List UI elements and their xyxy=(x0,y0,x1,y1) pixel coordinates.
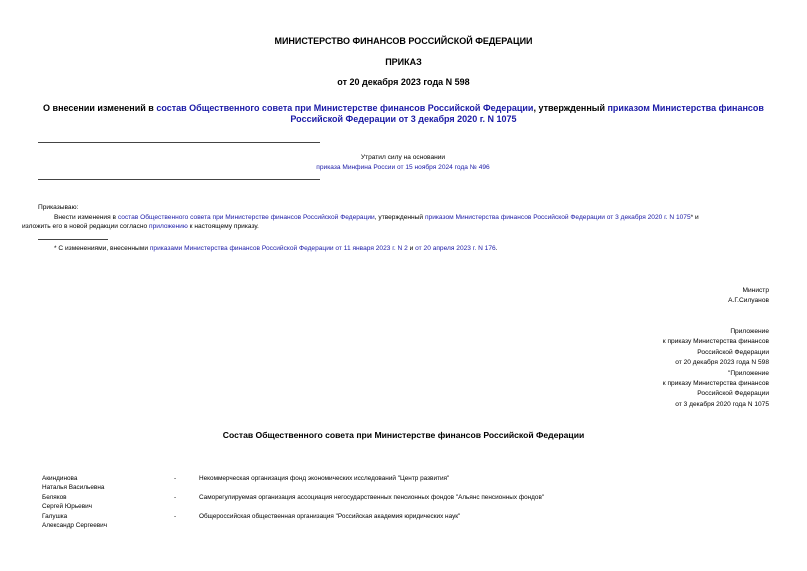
member-organization: Некоммерческая организация фонд экономических исследований "Центр развития" xyxy=(199,475,450,482)
footnote-divider xyxy=(38,239,108,240)
footnote-suffix: . xyxy=(495,245,498,252)
appendix-line: от 20 декабря 2023 года N 598 xyxy=(675,359,769,367)
title-link-order-1075[interactable]: приказом Министерства финансов Российской Федерации от 3 декабря 2020 г. N 1075 xyxy=(290,103,764,124)
appendix-block xyxy=(663,327,769,410)
member-organization: Общероссийская общественная организация "Российская академия юридических наук" xyxy=(199,513,461,520)
status-bottom-divider xyxy=(38,179,320,180)
paragraph-link-composition[interactable]: состав Общественного совета при Министерстве финансов Российской Федерации xyxy=(117,214,375,221)
member-row xyxy=(0,474,807,494)
status-top-divider xyxy=(38,142,320,143)
order-word: Приказываю: xyxy=(38,204,79,211)
paragraph-text-1: Внести изменения в xyxy=(54,214,118,221)
title-text-1: О внесении изменений в xyxy=(43,103,157,113)
paragraph-text-3: * и xyxy=(690,214,699,221)
member-given-names: Александр Сергеевич xyxy=(42,522,108,529)
footnote-link-order-176[interactable]: от 20 апреля 2023 г. N 176 xyxy=(415,245,496,252)
member-surname: Акиндинова xyxy=(42,475,78,482)
member-organization: Саморегулируемая организация ассоциация негосударственных пенсионных фондов "Альянс пенсионных фондов" xyxy=(199,494,545,501)
signature-name: А.Г.Силуанов xyxy=(728,297,769,304)
footnote-prefix: * С изменениями, внесенными xyxy=(54,245,150,252)
appendix-line: к приказу Министерства финансов xyxy=(662,338,769,346)
member-surname: Галушка xyxy=(42,513,68,520)
date-number-heading: от 20 декабря 2023 года N 598 xyxy=(337,77,470,87)
member-dash: - xyxy=(174,475,177,482)
appendix-line: "Приложение xyxy=(727,369,769,377)
appendix-line: Российской Федерации xyxy=(697,390,769,398)
member-given-names: Наталья Васильевна xyxy=(42,484,105,491)
doc-type-heading: ПРИКАЗ xyxy=(385,57,422,67)
footnote xyxy=(54,244,774,253)
appendix-line: Приложение xyxy=(730,328,769,335)
title-text-2: , утвержденный xyxy=(533,103,608,113)
order-paragraph xyxy=(22,213,771,231)
paragraph-text-4: изложить его в новой редакции согласно xyxy=(22,223,150,230)
appendix-line: к приказу Министерства финансов xyxy=(662,380,769,388)
order-title xyxy=(40,103,767,125)
ministry-heading: МИНИСТЕРСТВО ФИНАНСОВ РОССИЙСКОЙ ФЕДЕРАЦИИ xyxy=(274,36,533,46)
appendix-line: Российской Федерации xyxy=(697,348,769,356)
paragraph-link-appendix[interactable]: приложению xyxy=(149,223,188,230)
appendix-line: от 3 декабря 2020 года N 1075 xyxy=(675,400,769,408)
member-given-names: Сергей Юрьевич xyxy=(42,503,93,510)
member-dash: - xyxy=(174,494,177,501)
paragraph-text-5: к настоящему приказу. xyxy=(187,223,259,230)
status-text: Утратил силу на основании xyxy=(360,154,446,161)
title-link-composition[interactable]: состав Общественного совета при Министерстве финансов Российской Федерации xyxy=(156,103,534,113)
footnote-middle: и xyxy=(407,245,416,252)
member-dash: - xyxy=(174,513,177,520)
signature-position: Министр xyxy=(742,287,769,294)
paragraph-link-order-1075[interactable]: приказом Министерства финансов Российской Федерации от 3 декабря 2020 г. N 1075 xyxy=(424,214,691,221)
footnote-link-order-2[interactable]: приказами Министерства финансов Российской Федерации от 11 января 2023 г. N 2 xyxy=(149,245,408,252)
paragraph-text-2: , утвержденный xyxy=(374,214,425,221)
member-row xyxy=(0,512,807,532)
member-surname: Беляков xyxy=(42,494,67,501)
status-link-order-496[interactable]: приказа Минфина России от 15 ноября 2024 года № 496 xyxy=(316,164,490,171)
status-link-wrap xyxy=(38,163,768,172)
composition-heading: Состав Общественного совета при Министерстве финансов Российской Федерации xyxy=(222,430,585,440)
member-row xyxy=(0,493,807,513)
